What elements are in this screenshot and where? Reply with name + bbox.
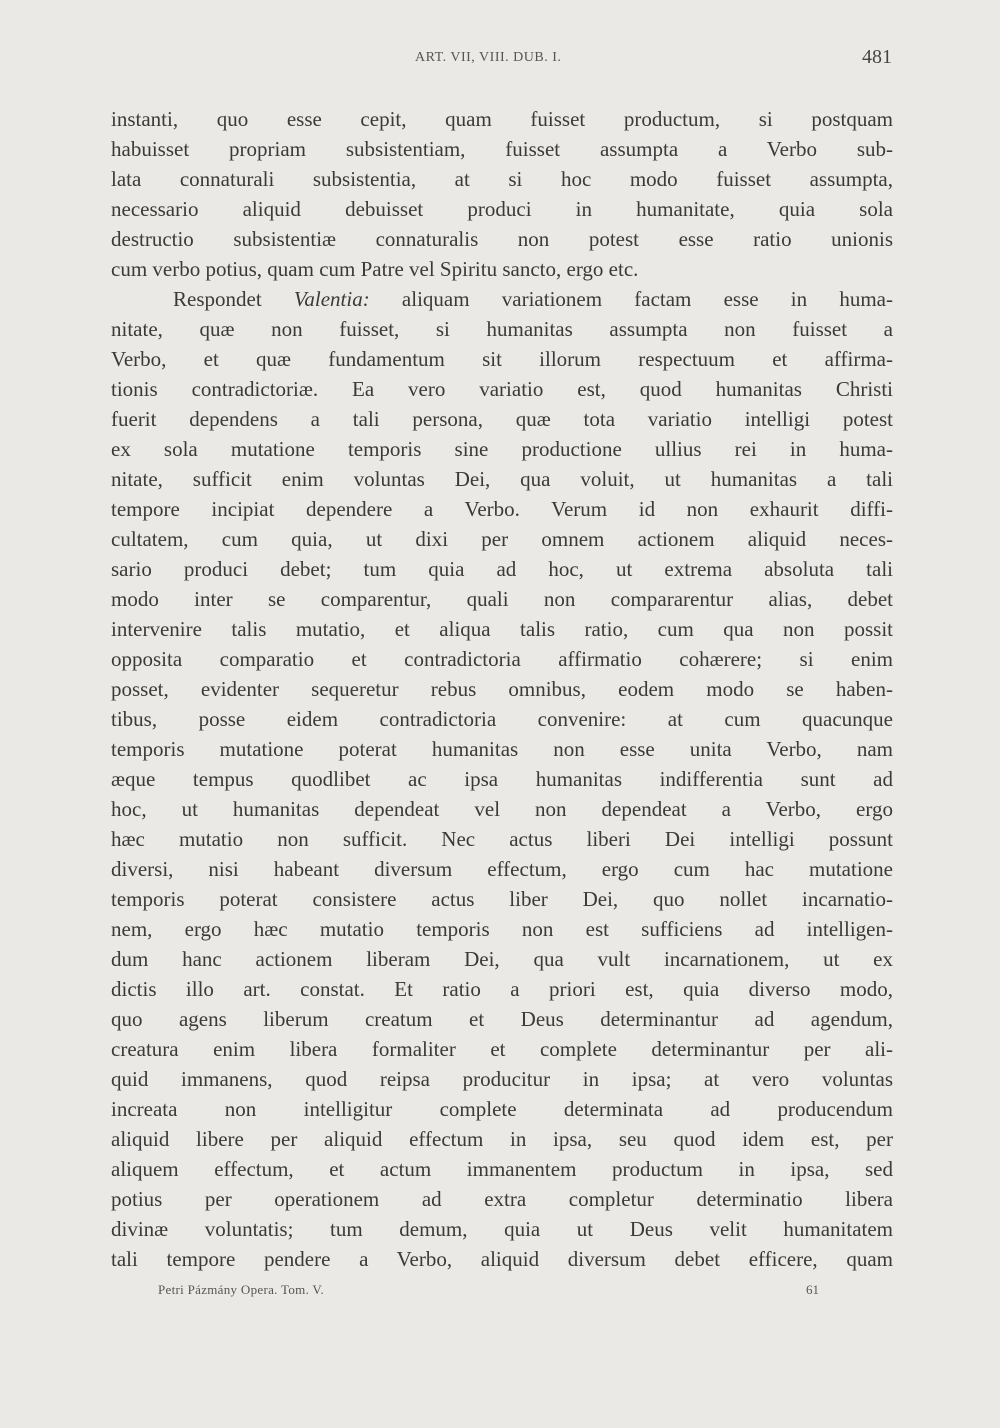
text-line: cultatem, cum quia, ut dixi per omnem actionem aliquid neces- — [111, 527, 893, 551]
text-line: potius per operationem ad extra completur determinatio libera — [111, 1187, 893, 1211]
text-line: quid immanens, quod reipsa producitur in ipsa; at vero voluntas — [111, 1067, 893, 1091]
text-line: diversi, nisi habeant diversum effectum, ergo cum hac mutatione — [111, 857, 893, 881]
text-line: tempore incipiat dependere a Verbo. Verum id non exhaurit diffi- — [111, 497, 893, 521]
text-line: divinæ voluntatis; tum demum, quia ut Deus velit humanitatem — [111, 1217, 893, 1241]
footer-signature: 61 — [806, 1282, 819, 1297]
body-text — [111, 104, 893, 1274]
respondet-text: Respondet — [173, 287, 294, 311]
page-number: 481 — [862, 46, 892, 68]
text-line: æque tempus quodlibet ac ipsa humanitas indifferentia sunt ad — [111, 767, 893, 791]
text-line: aliquid libere per aliquid effectum in ipsa, seu quod idem est, per — [111, 1127, 893, 1151]
text-line: destructio subsistentiæ connaturalis non potest esse ratio unionis — [111, 227, 893, 251]
text-line: cum verbo potius, quam cum Patre vel Spiritu sancto, ergo etc. — [111, 257, 639, 281]
text-line: creatura enim libera formaliter et complete determinantur per ali- — [111, 1037, 893, 1061]
respondet-line — [111, 284, 893, 314]
text-line: sario produci debet; tum quia ad hoc, ut extrema absoluta tali — [111, 557, 893, 581]
text-line: lata connaturali subsistentia, at si hoc modo fuisset assumpta, — [111, 167, 893, 191]
text-line: Verbo, et quæ fundamentum sit illorum respectuum et affirma- — [111, 347, 893, 371]
text-line: nitate, sufficit enim voluntas Dei, qua voluit, ut humanitas a tali — [111, 467, 893, 491]
text-line: tionis contradictoriæ. Ea vero variatio est, quod humanitas Christi — [111, 377, 893, 401]
text-line: nem, ergo hæc mutatio temporis non est sufficiens ad intelligen- — [111, 917, 893, 941]
text-line: aliquem effectum, et actum immanentem productum in ipsa, sed — [111, 1157, 893, 1181]
text-line: dum hanc actionem liberam Dei, qua vult incarnationem, ut ex — [111, 947, 893, 971]
author-name: Valentia: — [293, 287, 370, 311]
text-line: temporis poterat consistere actus liber Dei, quo nollet incarnatio- — [111, 887, 893, 911]
text-line: opposita comparatio et contradictoria affirmatio cohærere; si enim — [111, 647, 893, 671]
footer — [0, 1282, 1000, 1302]
text-line: ex sola mutatione temporis sine productione ullius rei in huma- — [111, 437, 893, 461]
running-title: ART. VII, VIII. DUB. I. — [415, 50, 562, 65]
text-line: instanti, quo esse cepit, quam fuisset productum, si postquam — [111, 107, 893, 131]
running-head — [0, 46, 1000, 74]
footer-source: Petri Pázmány Opera. Tom. V. — [158, 1282, 324, 1297]
text-line: tali tempore pendere a Verbo, aliquid diversum debet efficere, quam — [111, 1247, 893, 1271]
text-line: hæc mutatio non sufficit. Nec actus liberi Dei intelligi possunt — [111, 827, 893, 851]
text-line: nitate, quæ non fuisset, si humanitas assumpta non fuisset a — [111, 317, 893, 341]
text-line: necessario aliquid debuisset produci in humanitate, quia sola — [111, 197, 893, 221]
text-line: tibus, posse eidem contradictoria convenire: at cum quacunque — [111, 707, 893, 731]
text-line: habuisset propriam subsistentiam, fuisset assumpta a Verbo sub- — [111, 137, 893, 161]
text-line: posset, evidenter sequeretur rebus omnibus, eodem modo se haben- — [111, 677, 893, 701]
text-line: intervenire talis mutatio, et aliqua talis ratio, cum qua non possit — [111, 617, 893, 641]
respondet-continuation: aliquam variationem factam esse in huma- — [369, 287, 893, 311]
text-line: hoc, ut humanitas dependeat vel non dependeat a Verbo, ergo — [111, 797, 893, 821]
text-line: temporis mutatione poterat humanitas non esse unita Verbo, nam — [111, 737, 893, 761]
text-line: dictis illo art. constat. Et ratio a priori est, quia diverso modo, — [111, 977, 893, 1001]
text-line: fuerit dependens a tali persona, quæ tota variatio intelligi potest — [111, 407, 893, 431]
text-line: quo agens liberum creatum et Deus determinantur ad agendum, — [111, 1007, 893, 1031]
text-line: modo inter se comparentur, quali non compararentur alias, debet — [111, 587, 893, 611]
text-line: increata non intelligitur complete determinata ad producendum — [111, 1097, 893, 1121]
